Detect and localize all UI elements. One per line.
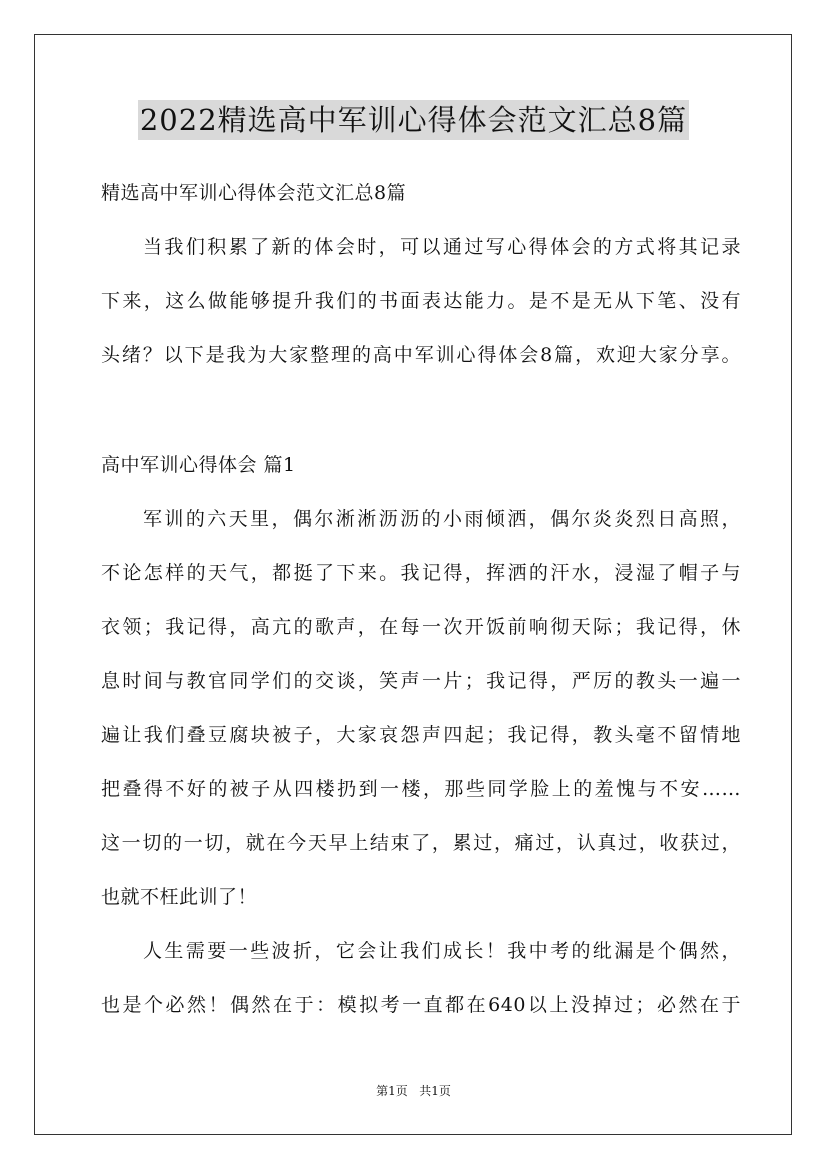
paragraph-line: 军训的六天里，偶尔淅淅沥沥的小雨倾洒，偶尔炎炎烈日高照， (143, 508, 741, 530)
paragraph-line: 把叠得不好的被子从四楼扔到一楼，那些同学脸上的羞愧与不安…… (101, 778, 741, 800)
paragraph-line: 衣领；我记得，高亢的歌声，在每一次开饭前响彻天际；我记得，休 (101, 616, 741, 638)
page-number: 第1页 (376, 1084, 408, 1098)
paragraph-line: 头绪？以下是我为大家整理的高中军训心得体会8篇，欢迎大家分享。 (101, 344, 741, 366)
paragraph-line: 遍让我们叠豆腐块被子，大家哀怨声四起；我记得，教头毫不留情地 (101, 724, 741, 746)
title-container (0, 100, 827, 140)
page-total: 共1页 (419, 1084, 451, 1098)
paragraph-line: 当我们积累了新的体会时，可以通过写心得体会的方式将其记录 (143, 236, 741, 258)
paragraph-line: 也就不枉此训了！ (101, 886, 258, 908)
document-subtitle: 精选高中军训心得体会范文汇总8篇 (101, 182, 407, 204)
paragraph-line: 不论怎样的天气，都挺了下来。我记得，挥洒的汗水，浸湿了帽子与 (101, 562, 741, 584)
paragraph-line: 人生需要一些波折，它会让我们成长！我中考的纰漏是个偶然， (143, 940, 741, 962)
paragraph-line: 息时间与教官同学们的交谈，笑声一片；我记得，严厉的教头一遍一 (101, 670, 741, 692)
section-heading: 高中军训心得体会 篇1 (101, 454, 296, 476)
document-title: 2022精选高中军训心得体会范文汇总8篇 (138, 100, 689, 140)
paragraph-line: 这一切的一切，就在今天早上结束了，累过，痛过，认真过，收获过， (101, 832, 741, 854)
paragraph-line: 下来，这么做能够提升我们的书面表达能力。是不是无从下笔、没有 (101, 290, 741, 312)
paragraph-line: 也是个必然！偶然在于：模拟考一直都在640以上没掉过；必然在于 (101, 994, 741, 1016)
page-footer (0, 1083, 827, 1099)
